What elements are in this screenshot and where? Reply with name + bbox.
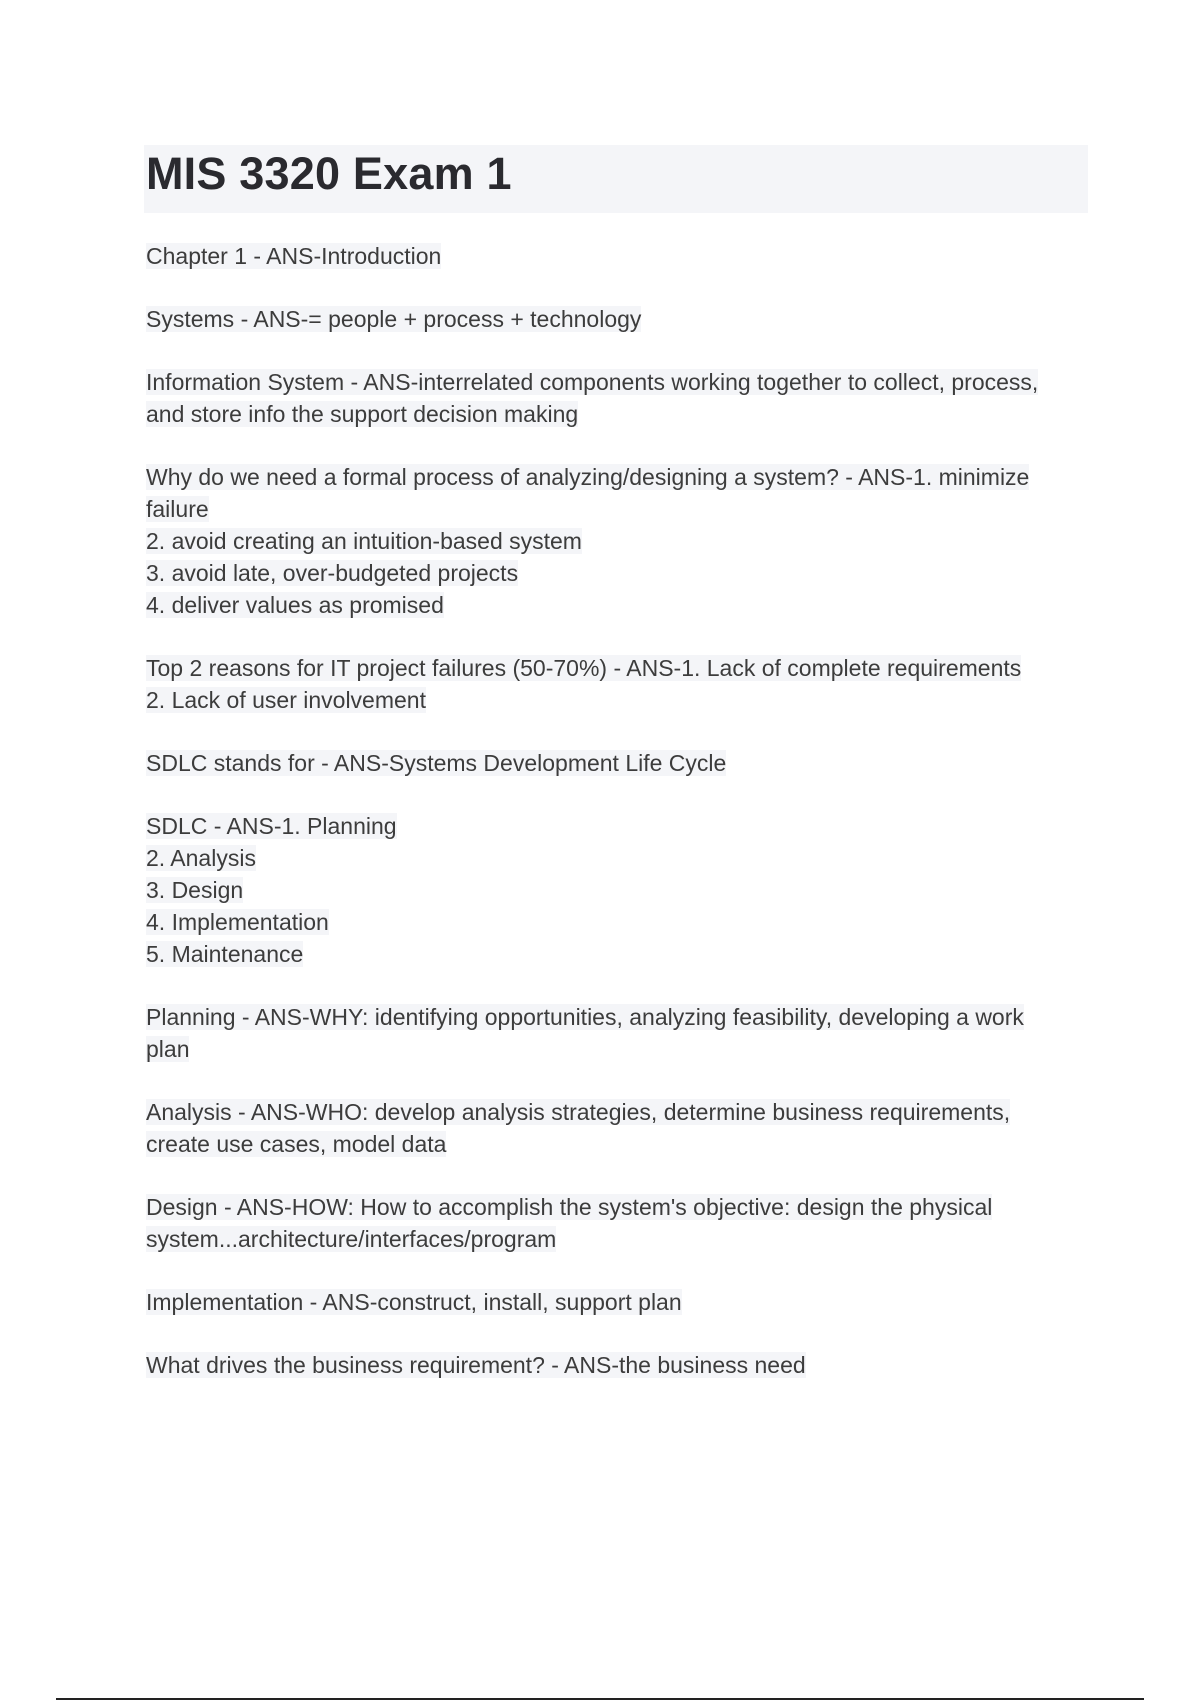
entry-line: Chapter 1 - ANS-Introduction bbox=[146, 243, 442, 269]
entry-line: and store info the support decision making bbox=[146, 401, 579, 427]
entry-line: plan bbox=[146, 1036, 190, 1062]
entry-line: What drives the business requirement? - ANS-the business need bbox=[146, 1352, 806, 1378]
entry-line: 4. deliver values as promised bbox=[146, 592, 444, 618]
entry-line: Design - ANS-HOW: How to accomplish the system's objective: design the physical bbox=[146, 1194, 993, 1220]
entry-line: SDLC stands for - ANS-Systems Development Life Cycle bbox=[146, 750, 727, 776]
qa-entry bbox=[146, 240, 1096, 272]
qa-entry bbox=[146, 1001, 1096, 1065]
qa-entry bbox=[146, 1349, 1096, 1381]
entry-line: 5. Maintenance bbox=[146, 941, 304, 967]
entry-line: Top 2 reasons for IT project failures (50-70%) - ANS-1. Lack of complete requirements bbox=[146, 655, 1022, 681]
entry-line: 2. Analysis bbox=[146, 845, 256, 871]
entry-line: 2. avoid creating an intuition-based system bbox=[146, 528, 582, 554]
entry-line: create use cases, model data bbox=[146, 1131, 447, 1157]
qa-entry bbox=[146, 303, 1096, 335]
document-body bbox=[146, 240, 1096, 1412]
entry-line: 2. Lack of user involvement bbox=[146, 687, 426, 713]
qa-entry bbox=[146, 747, 1096, 779]
page-title: MIS 3320 Exam 1 bbox=[146, 148, 512, 199]
qa-entry bbox=[146, 1096, 1096, 1160]
qa-entry bbox=[146, 461, 1096, 621]
entry-line: Why do we need a formal process of analyzing/designing a system? - ANS-1. minimize bbox=[146, 464, 1030, 490]
entry-line: 3. Design bbox=[146, 877, 244, 903]
entry-line: 4. Implementation bbox=[146, 909, 329, 935]
qa-entry bbox=[146, 1191, 1096, 1255]
entry-line: system...architecture/interfaces/program bbox=[146, 1226, 557, 1252]
entry-line: Information System - ANS-interrelated components working together to collect, process, bbox=[146, 369, 1039, 395]
qa-entry bbox=[146, 652, 1096, 716]
qa-entry bbox=[146, 1286, 1096, 1318]
entry-line: Implementation - ANS-construct, install, support plan bbox=[146, 1289, 682, 1315]
entry-line: failure bbox=[146, 496, 209, 522]
entry-line: 3. avoid late, over-budgeted projects bbox=[146, 560, 519, 586]
entry-line: Systems - ANS-= people + process + technology bbox=[146, 306, 642, 332]
entry-line: Planning - ANS-WHY: identifying opportunities, analyzing feasibility, developing a work bbox=[146, 1004, 1024, 1030]
qa-entry bbox=[146, 810, 1096, 970]
entry-line: SDLC - ANS-1. Planning bbox=[146, 813, 397, 839]
entry-line: Analysis - ANS-WHO: develop analysis strategies, determine business requirements, bbox=[146, 1099, 1011, 1125]
qa-entry bbox=[146, 366, 1096, 430]
